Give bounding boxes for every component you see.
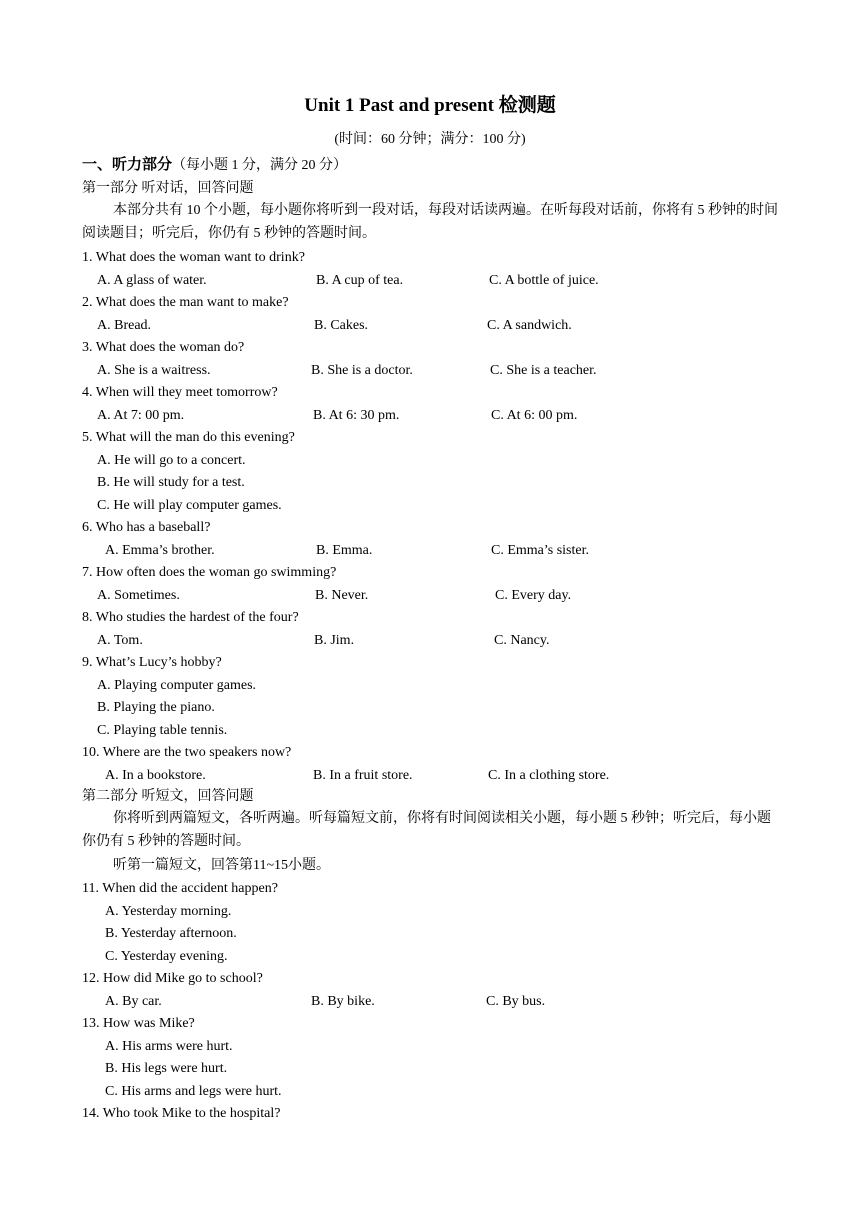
part1-heading: 第一部分 听对话，回答问题	[82, 181, 254, 196]
question-14: 14. Who took Mike to the hospital?	[82, 1106, 281, 1121]
question-11: 11. When did the accident happen?	[82, 881, 278, 896]
option-a: A. Bread.	[97, 318, 152, 333]
option-c: C. Playing table tennis.	[97, 723, 228, 738]
question-13: 13. How was Mike?	[82, 1016, 195, 1031]
question-1: 1. What does the woman want to drink?	[82, 250, 305, 265]
section-title: 一、听力部分	[82, 155, 173, 173]
option-c: C. In a clothing store.	[488, 768, 610, 783]
option-a: A. He will go to a concert.	[97, 453, 246, 468]
option-a: A. Tom.	[97, 633, 143, 648]
question-5: 5. What will the man do this evening?	[82, 430, 295, 445]
option-c: C. By bus.	[486, 994, 546, 1009]
option-c: C. He will play computer games.	[97, 498, 282, 513]
question-3: 3. What does the woman do?	[82, 340, 245, 355]
option-a: A. A glass of water.	[97, 273, 207, 288]
question-9: 9. What’s Lucy’s hobby?	[82, 655, 222, 670]
option-c: C. Nancy.	[494, 633, 550, 648]
option-c: C. His arms and legs were hurt.	[105, 1084, 282, 1099]
option-a: A. Yesterday morning.	[105, 904, 232, 919]
option-a: A. By car.	[105, 994, 162, 1009]
option-b: B. By bike.	[311, 994, 375, 1009]
question-8: 8. Who studies the hardest of the four?	[82, 610, 299, 625]
option-b: B. She is a doctor.	[311, 363, 413, 378]
option-b: B. A cup of tea.	[316, 273, 404, 288]
option-c: C. A sandwich.	[487, 318, 572, 333]
question-7: 7. How often does the woman go swimming?	[82, 565, 337, 580]
option-b: B. At 6: 30 pm.	[313, 408, 400, 423]
option-b: B. In a fruit store.	[313, 768, 413, 783]
option-a: A. In a bookstore.	[105, 768, 206, 783]
option-a: A. At 7: 00 pm.	[97, 408, 185, 423]
part1-instruction: 本部分共有 10 个小题，每小题你将听到一段对话，每段对话读两遍。在听每段对话前，你将有 5 秒钟的时间阅读题目；听完后，你仍有 5 秒钟的答题时间。	[82, 203, 778, 241]
option-b: B. His legs were hurt.	[105, 1061, 228, 1076]
passage1-instruction: 听第一篇短文，回答第11~15小题。	[113, 858, 331, 873]
option-c: C. At 6: 00 pm.	[491, 408, 578, 423]
section-heading-listening	[82, 154, 347, 176]
exam-time-info: (时间：60 分钟；满分：100 分)	[334, 132, 526, 147]
option-a: A. His arms were hurt.	[105, 1039, 233, 1054]
question-10: 10. Where are the two speakers now?	[82, 745, 292, 760]
option-c: C. Every day.	[495, 588, 572, 603]
option-c: C. Emma’s sister.	[491, 543, 589, 558]
option-b: B. Playing the piano.	[97, 700, 215, 715]
option-a: A. Playing computer games.	[97, 678, 257, 693]
part2-heading: 第二部分 听短文，回答问题	[82, 789, 254, 804]
option-a: A. She is a waitress.	[97, 363, 211, 378]
option-b: B. Yesterday afternoon.	[105, 926, 237, 941]
option-b: B. Emma.	[316, 543, 373, 558]
section-score-note: （每小题 1 分，满分 20 分）	[172, 158, 348, 173]
option-b: B. Never.	[315, 588, 369, 603]
question-6: 6. Who has a baseball?	[82, 520, 211, 535]
question-2: 2. What does the man want to make?	[82, 295, 289, 310]
option-b: B. He will study for a test.	[97, 475, 245, 490]
option-b: B. Cakes.	[314, 318, 369, 333]
option-a: A. Emma’s brother.	[105, 543, 215, 558]
option-a: A. Sometimes.	[97, 588, 180, 603]
question-4: 4. When will they meet tomorrow?	[82, 385, 278, 400]
question-12: 12. How did Mike go to school?	[82, 971, 263, 986]
option-b: B. Jim.	[314, 633, 355, 648]
option-c: C. Yesterday evening.	[105, 949, 228, 964]
part2-instruction: 你将听到两篇短文，各听两遍。听每篇短文前，你将有时间阅读相关小题，每小题 5 秒钟；听完后，每小题你仍有 5 秒钟的答题时间。	[82, 811, 771, 849]
page-title: Unit 1 Past and present 检测题	[304, 95, 556, 116]
option-c: C. A bottle of juice.	[489, 273, 599, 288]
option-c: C. She is a teacher.	[490, 363, 597, 378]
